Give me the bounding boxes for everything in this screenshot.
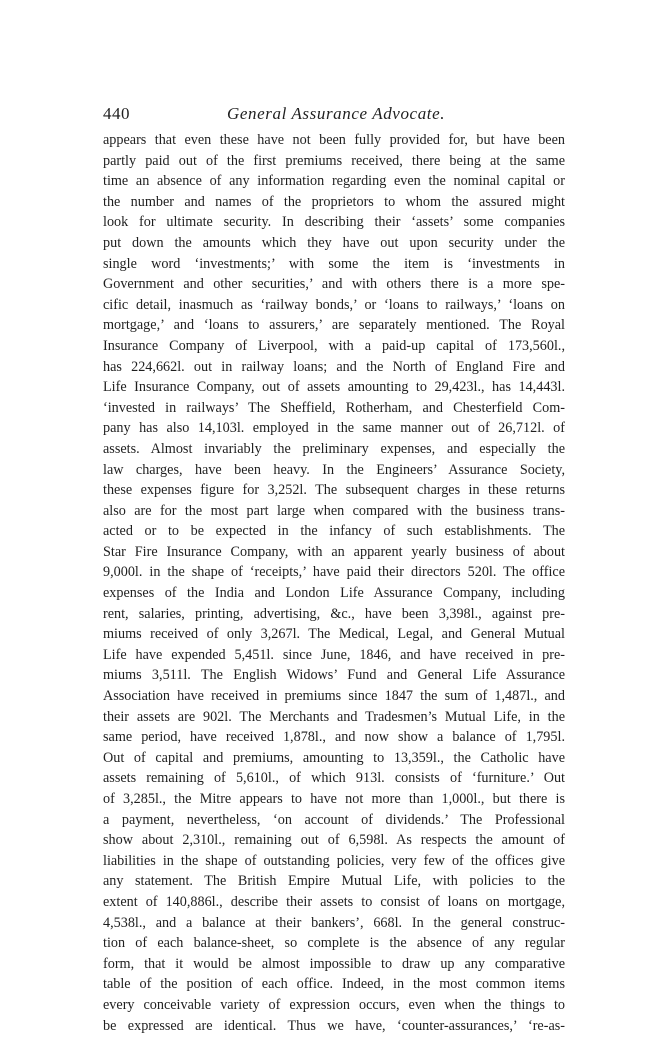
- text-line: liabilities in the shape of outstanding policies, very few of the offices give: [103, 852, 565, 869]
- text-line: law charges, have been heavy. In the Engineers’ Assurance Society,: [103, 461, 565, 478]
- text-line: miums 3,511l. The English Widows’ Fund and General Life Assurance: [103, 667, 565, 684]
- text-line: ‘invested in railways’ The Sheffield, Rotherham, and Chesterfield Com-: [103, 399, 565, 416]
- text-line: any statement. The British Empire Mutual Life, with policies to the: [103, 873, 565, 890]
- text-line: cific detail, inasmuch as ‘railway bonds,’ or ‘loans to railways,’ ‘loans on: [103, 296, 565, 313]
- text-line: Association have received in premiums since 1847 the sum of 1,487l., and: [103, 688, 565, 705]
- text-line: table of the position of each office. Indeed, in the most common items: [103, 976, 565, 993]
- text-line: time an absence of any information regarding even the nominal capital or: [103, 173, 565, 190]
- body-paragraph: [103, 130, 565, 1036]
- text-line: also are for the most part large when compared with the business trans-: [103, 502, 565, 519]
- text-line: form, that it would be almost impossible to draw up any comparative: [103, 955, 565, 972]
- text-line: Life Insurance Company, out of assets amounting to 29,423l., has 14,443l.: [103, 379, 565, 396]
- text-line: the number and names of the proprietors to whom the assured might: [103, 193, 565, 210]
- text-line: appears that even these have not been fully provided for, but have been: [103, 132, 565, 148]
- text-line: assets remaining of 5,610l., of which 913l. consists of ‘furniture.’ Out: [103, 770, 565, 787]
- text-line: assets. Almost invariably the preliminary expenses, and especially the: [103, 440, 565, 457]
- text-line: these expenses figure for 3,252l. The subsequent charges in these returns: [103, 482, 565, 499]
- text-line: Star Fire Insurance Company, with an apparent yearly business of about: [103, 543, 565, 560]
- running-title: General Assurance Advocate.: [227, 104, 446, 123]
- text-line: put down the amounts which they have out upon security under the: [103, 234, 565, 251]
- text-line: Life have expended 5,451l. since June, 1846, and have received in pre-: [103, 646, 565, 663]
- text-line: every conceivable variety of expression occurs, even when the things to: [103, 996, 565, 1013]
- text-line: tion of each balance-sheet, so complete is the absence of any regular: [103, 935, 565, 952]
- text-line: Government and other securities,’ and with others there is a more spe-: [103, 276, 565, 293]
- text-line: partly paid out of the first premiums received, there being at the same: [103, 152, 565, 169]
- text-line: has 224,662l. out in railway loans; and the North of England Fire and: [103, 358, 565, 375]
- text-line: miums received of only 3,267l. The Medical, Legal, and General Mutual: [103, 626, 565, 643]
- text-line: Out of capital and premiums, amounting to 13,359l., the Catholic have: [103, 749, 565, 766]
- text-line: acted or to be expected in the infancy of such establishments. The: [103, 523, 565, 540]
- text-line: 9,000l. in the shape of ‘receipts,’ have paid their directors 520l. The office: [103, 564, 565, 581]
- text-line: extent of 140,886l., describe their assets to consist of loans on mortgage,: [103, 893, 565, 910]
- text-line: look for ultimate security. In describing their ‘assets’ some companies: [103, 214, 565, 231]
- book-page: [103, 104, 565, 1036]
- text-line: mortgage,’ and ‘loans to assurers,’ are separately mentioned. The Royal: [103, 317, 565, 334]
- page-number: 440: [103, 104, 130, 123]
- text-line: same period, have received 1,878l., and now show a balance of 1,795l.: [103, 729, 565, 746]
- text-line: 4,538l., and a balance at their bankers’, 668l. In the general construc-: [103, 914, 565, 931]
- text-line: show about 2,310l., remaining out of 6,598l. As respects the amount of: [103, 832, 565, 849]
- text-line: be expressed are identical. Thus we have, ‘counter-assurances,’ ‘re-as-: [103, 1017, 565, 1034]
- text-line: single word ‘investments;’ with some the item is ‘investments in: [103, 255, 565, 272]
- text-line: pany has also 14,103l. employed in the same manner out of 26,712l. of: [103, 420, 565, 437]
- text-line: a payment, nevertheless, ‘on account of dividends.’ The Professional: [103, 811, 565, 828]
- text-line: expenses of the India and London Life Assurance Company, including: [103, 585, 565, 602]
- text-line: Insurance Company of Liverpool, with a paid-up capital of 173,560l.,: [103, 337, 565, 354]
- text-line: of 3,285l., the Mitre appears to have not more than 1,000l., but there is: [103, 791, 565, 807]
- text-line: rent, salaries, printing, advertising, &c., have been 3,398l., against pre-: [103, 605, 565, 622]
- text-line: their assets are 902l. The Merchants and Tradesmen’s Mutual Life, in the: [103, 708, 565, 725]
- running-head: [103, 104, 565, 126]
